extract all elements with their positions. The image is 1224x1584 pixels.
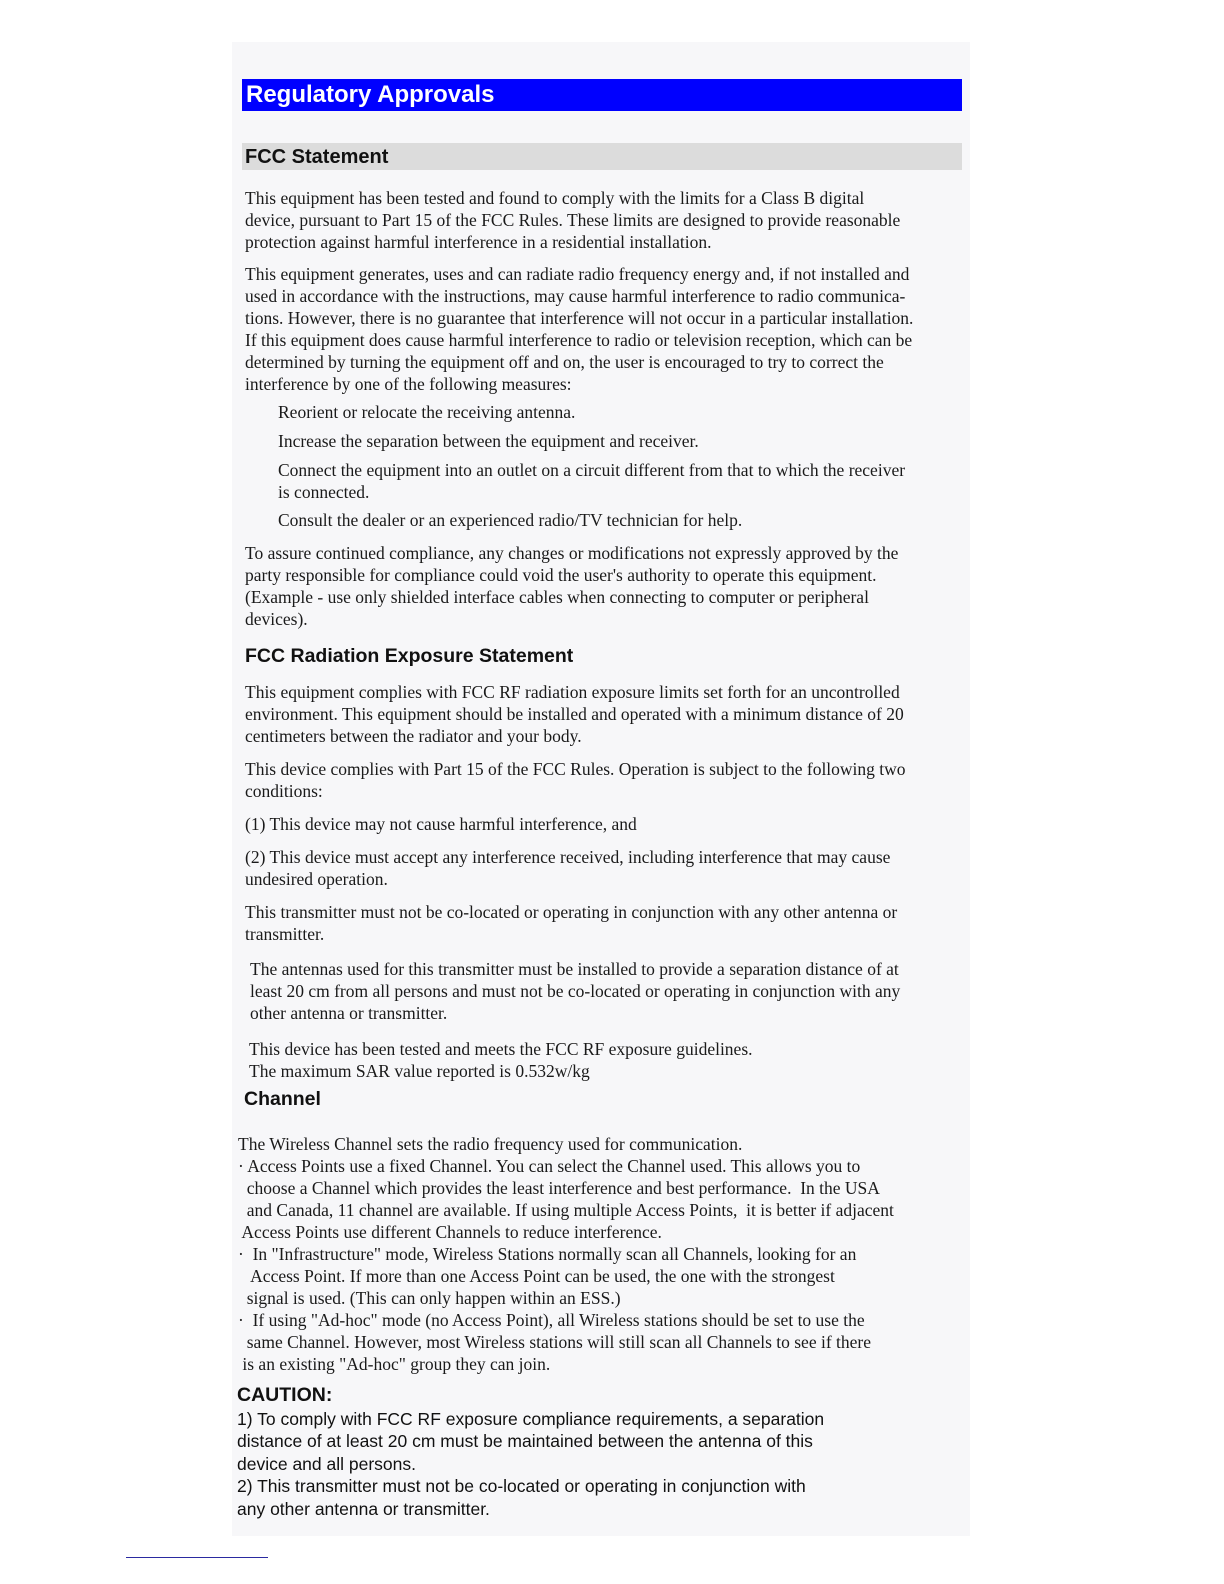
- text-line: Access Point. If more than one Access Point can be used, the one with the strongest: [238, 1266, 835, 1286]
- channel-body: [238, 1133, 894, 1375]
- radiation-para-4: [250, 958, 900, 1024]
- text-line: other antenna or transmitter.: [250, 1003, 448, 1023]
- channel-heading: Channel: [244, 1088, 321, 1110]
- text-line: transmitter.: [245, 924, 325, 944]
- condition-1: [245, 813, 637, 835]
- text-line: interference by one of the following measures:: [245, 374, 572, 394]
- radiation-para-3: [245, 901, 897, 945]
- text-line: · If using "Ad-hoc" mode (no Access Point), all Wireless stations should be set to use the: [238, 1310, 865, 1330]
- text-line: same Channel. However, most Wireless stations will still scan all Channels to see if there: [238, 1332, 871, 1352]
- text-line: 1) To comply with FCC RF exposure compliance requirements, a separation: [237, 1408, 825, 1429]
- fcc-para-1: [245, 187, 900, 253]
- text-line: distance of at least 20 cm must be maintained between the antenna of this: [237, 1431, 813, 1451]
- footer-rule: [126, 1557, 268, 1558]
- text-line: (Example - use only shielded interface cables when connecting to computer or peripheral: [245, 587, 869, 607]
- radiation-para-5: [249, 1038, 753, 1082]
- text-line: and Canada, 11 channel are available. If using multiple Access Points, it is better if adjacent: [238, 1200, 894, 1220]
- text-line: The Wireless Channel sets the radio frequency used for communication.: [238, 1134, 743, 1154]
- text-line: Connect the equipment into an outlet on a circuit different from that to which the receiver: [278, 460, 906, 480]
- text-line: tions. However, there is no guarantee that interference will not occur in a particular installation.: [245, 308, 914, 328]
- text-line: · In "Infrastructure" mode, Wireless Stations normally scan all Channels, looking for an: [238, 1244, 857, 1264]
- text-line: (2) This device must accept any interference received, including interference that may cause: [245, 847, 891, 867]
- text-line: is an existing "Ad-hoc" group they can join.: [238, 1354, 551, 1374]
- text-line: If this equipment does cause harmful interference to radio or television reception, which can be: [245, 330, 913, 350]
- text-line: devices).: [245, 609, 308, 629]
- text-line: centimeters between the radiator and your body.: [245, 726, 582, 746]
- text-line: party responsible for compliance could void the user's authority to operate this equipment.: [245, 565, 877, 585]
- measure-item: [278, 430, 699, 452]
- text-line: determined by turning the equipment off and on, the user is encouraged to try to correct the: [245, 352, 884, 372]
- text-line: To assure continued compliance, any changes or modifications not expressly approved by the: [245, 543, 899, 563]
- text-line: This transmitter must not be co-located or operating in conjunction with any other antenna or: [245, 902, 898, 922]
- fcc-para-3: [245, 542, 898, 630]
- measure-item: [278, 401, 575, 423]
- radiation-para-2: [245, 758, 906, 802]
- radiation-para-1: [245, 681, 904, 747]
- text-line: This equipment complies with FCC RF radiation exposure limits set forth for an uncontrolled: [245, 682, 900, 702]
- measure-item: [278, 509, 742, 531]
- caution-body: [237, 1409, 824, 1519]
- caution-block: [237, 1384, 824, 1520]
- text-line: least 20 cm from all persons and must not be co-located or operating in conjunction with any: [250, 981, 901, 1001]
- radiation-heading: FCC Radiation Exposure Statement: [245, 645, 574, 667]
- text-line: The maximum SAR value reported is 0.532w/kg: [249, 1061, 590, 1081]
- text-line: device and all persons.: [237, 1453, 416, 1474]
- text-line: Access Points use different Channels to reduce interference.: [238, 1222, 662, 1242]
- text-line: any other antenna or transmitter.: [237, 1498, 490, 1519]
- condition-2: [245, 846, 890, 890]
- text-line: choose a Channel which provides the least interference and best performance. In the USA: [238, 1178, 880, 1198]
- text-line: signal is used. (This can only happen within an ESS.): [238, 1288, 621, 1308]
- fcc-statement-heading: FCC Statement: [242, 143, 962, 170]
- text-line: Increase the separation between the equipment and receiver.: [278, 431, 699, 451]
- text-line: This equipment generates, uses and can radiate radio frequency energy and, if not installed and: [245, 264, 910, 284]
- text-line: is connected.: [278, 482, 370, 502]
- text-line: (1) This device may not cause harmful interference, and: [245, 814, 637, 834]
- fcc-para-2: [245, 263, 913, 395]
- text-line: protection against harmful interference in a residential installation.: [245, 232, 712, 252]
- text-line: conditions:: [245, 781, 323, 801]
- text-line: 2) This transmitter must not be co-located or operating in conjunction with: [237, 1476, 806, 1496]
- caution-title: CAUTION:: [237, 1384, 333, 1406]
- page-title-banner: Regulatory Approvals: [242, 79, 962, 111]
- text-line: used in accordance with the instructions, may cause harmful interference to radio communica-: [245, 286, 906, 306]
- text-line: environment. This equipment should be installed and operated with a minimum distance of 20: [245, 704, 904, 724]
- text-line: The antennas used for this transmitter must be installed to provide a separation distance of at: [250, 959, 899, 979]
- text-line: · Access Points use a fixed Channel. You can select the Channel used. This allows you to: [238, 1156, 861, 1176]
- text-line: This device complies with Part 15 of the FCC Rules. Operation is subject to the following two: [245, 759, 906, 779]
- text-line: This equipment has been tested and found to comply with the limits for a Class B digital: [245, 188, 865, 208]
- text-line: Consult the dealer or an experienced radio/TV technician for help.: [278, 510, 743, 530]
- text-line: This device has been tested and meets the FCC RF exposure guidelines.: [249, 1039, 753, 1059]
- text-line: device, pursuant to Part 15 of the FCC Rules. These limits are designed to provide reasonable: [245, 210, 901, 230]
- text-line: Reorient or relocate the receiving antenna.: [278, 402, 576, 422]
- measure-item: [278, 459, 905, 503]
- text-line: undesired operation.: [245, 869, 388, 889]
